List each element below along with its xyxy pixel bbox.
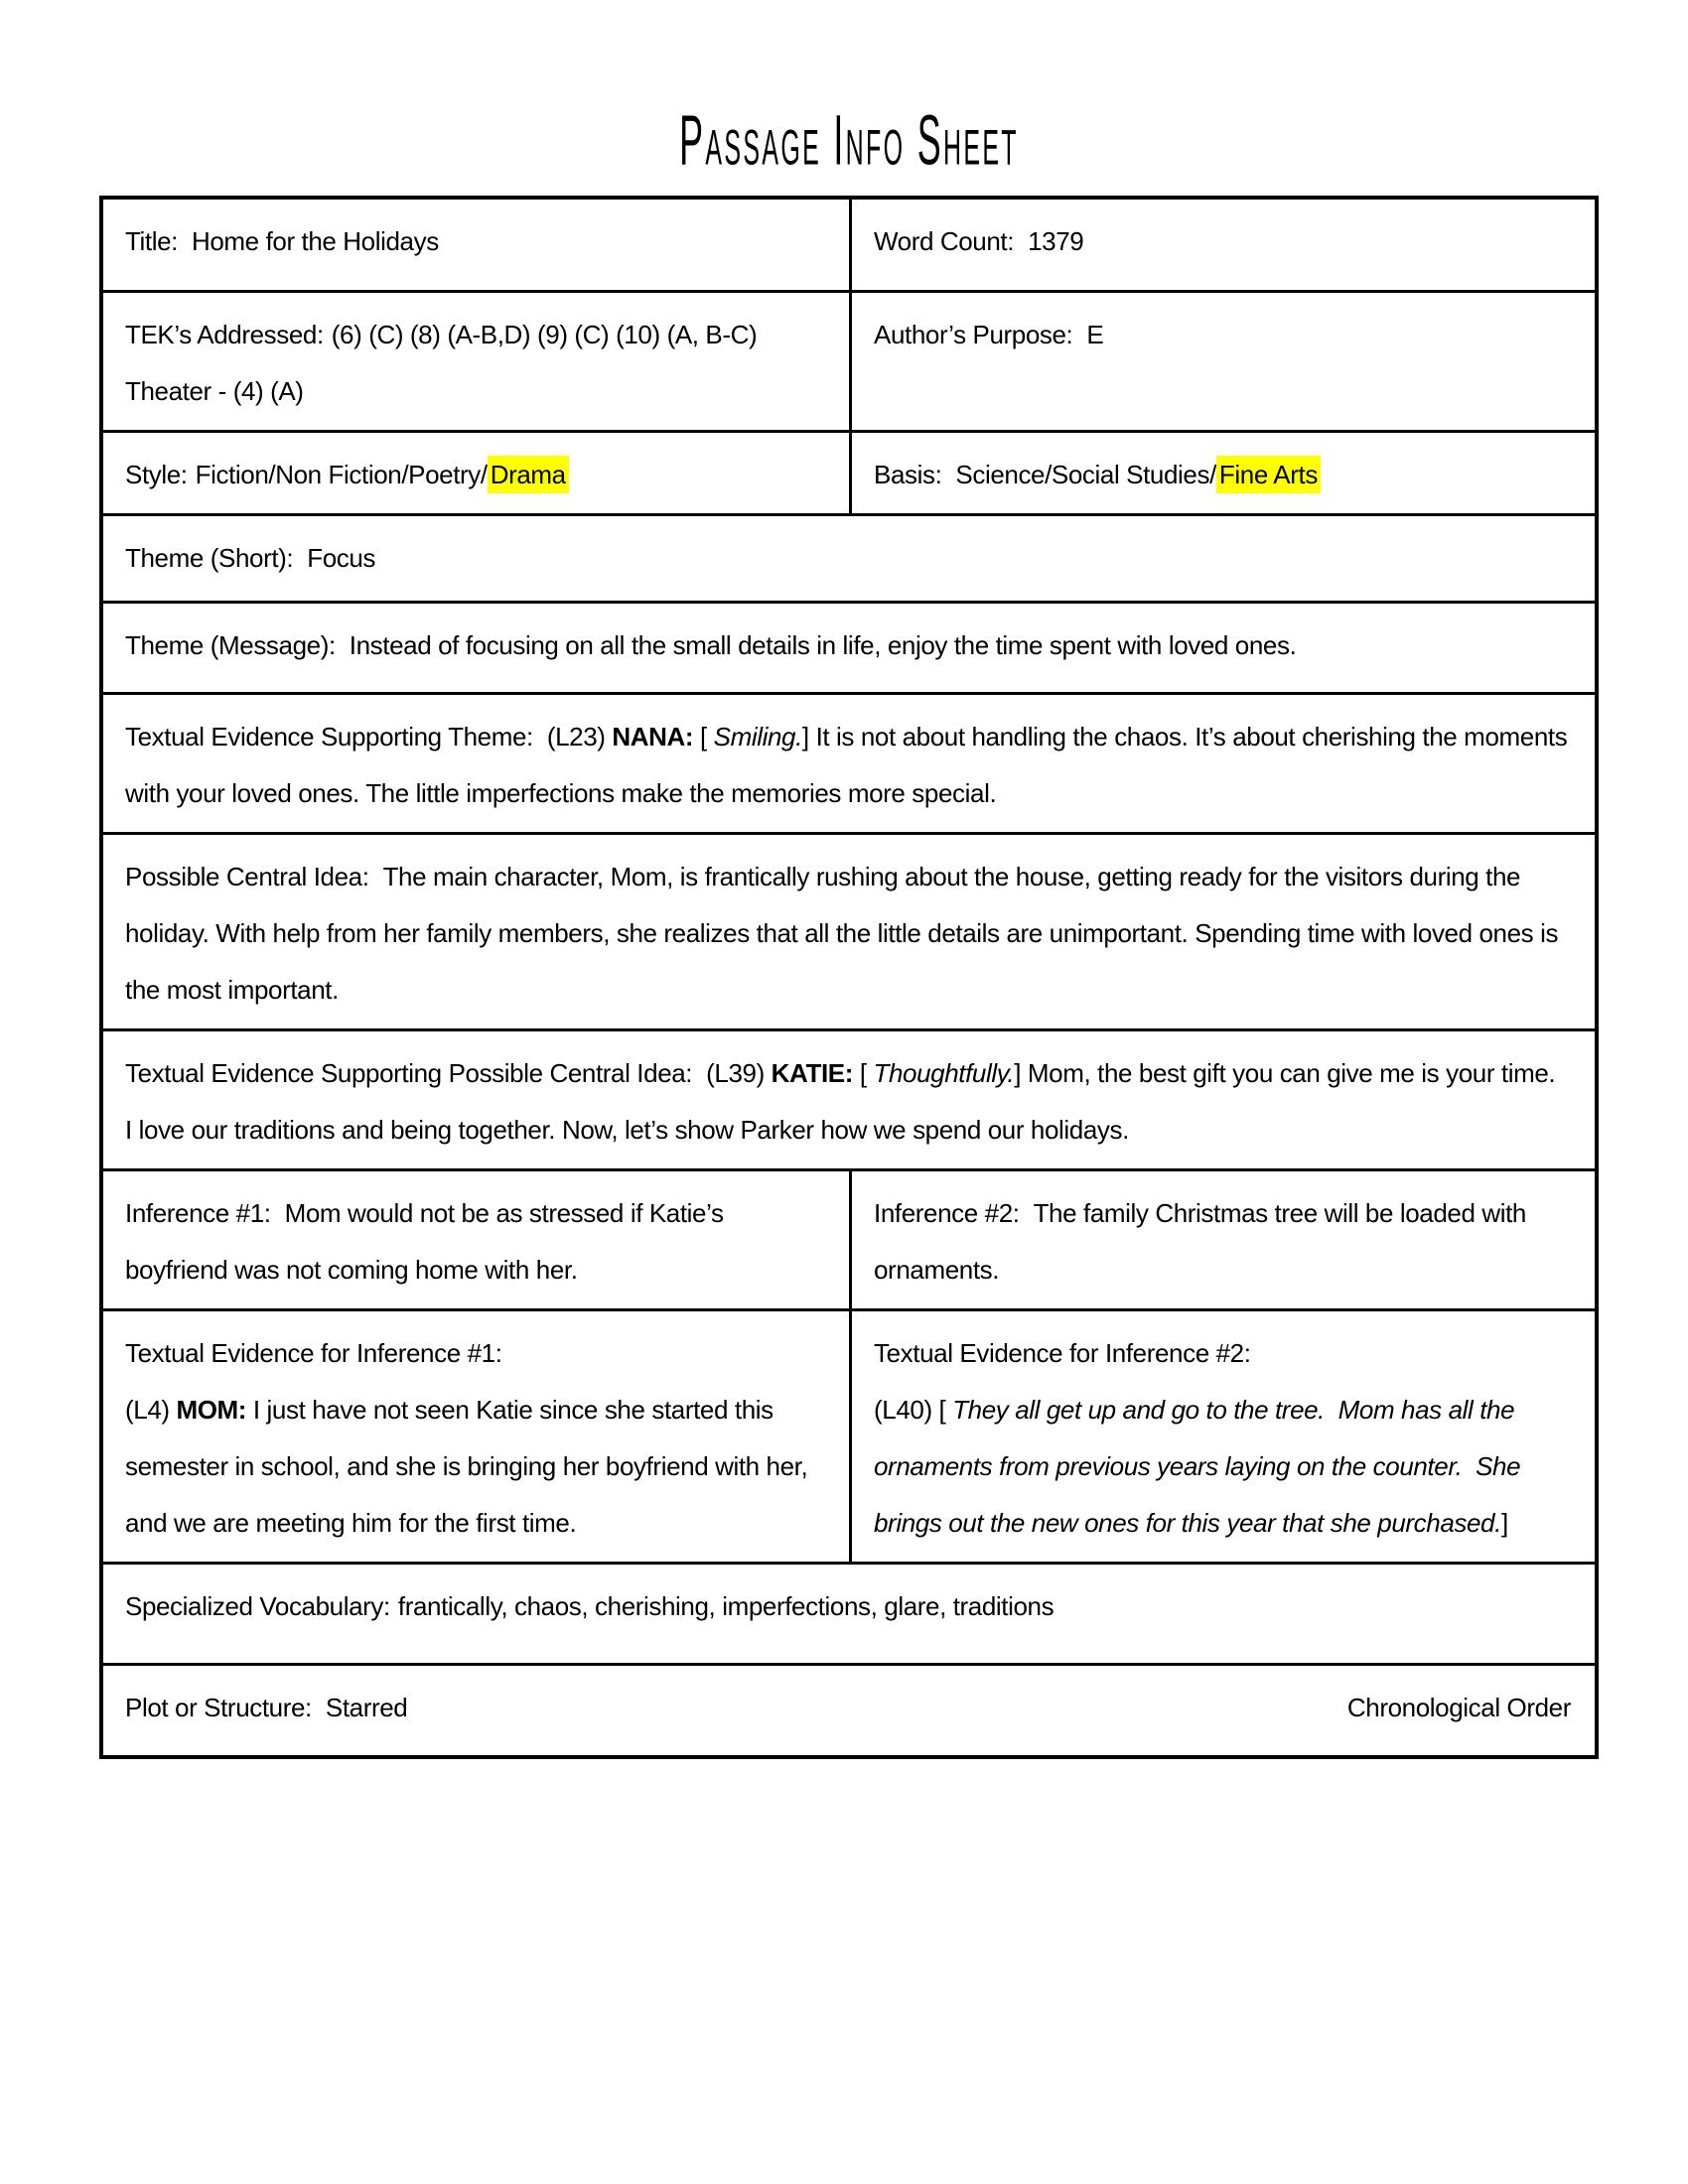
cell-evidence-theme	[103, 695, 1595, 832]
row-vocabulary	[103, 1562, 1595, 1663]
vocabulary-value: frantically, chaos, cherishing, imperfections, glare, traditions	[397, 1591, 1055, 1621]
cell-style	[103, 433, 849, 513]
cell-inference-1	[103, 1171, 849, 1308]
evidence-theme-text: It is not about handling the chaos. It’s about cherishing the moments with your loved ones. The little imperfections make the memories more special.	[125, 722, 1575, 808]
theme-message-value: Instead of focusing on all the small details in life, enjoy the time spent with loved ones.	[349, 630, 1297, 660]
title-value: Home for the Holidays	[191, 226, 439, 256]
theme-short-label: Theme (Short):	[125, 543, 294, 573]
cell-title	[103, 200, 849, 290]
row-theme-short	[103, 513, 1595, 601]
row-inferences	[103, 1168, 1595, 1308]
vocabulary-label: Specialized Vocabulary:	[125, 1591, 390, 1621]
basis-options: Science/Social Studies/	[955, 460, 1216, 489]
word-count-value: 1379	[1028, 226, 1084, 256]
basis-selected-highlight: Fine Arts	[1216, 456, 1321, 493]
teks-value: (6) (C) (8) (A-B,D) (9) (C) (10) (A, B-C)	[331, 320, 758, 349]
style-options: Fiction/Non Fiction/Poetry/	[195, 460, 488, 489]
central-idea-value: The main character, Mom, is frantically rushing about the house, getting ready for the visitors during the holiday. With help from her family members, she realizes that all the little details are unimportant. Spending time with loved ones is the most important.	[125, 862, 1565, 1005]
cell-evidence-inference-1	[103, 1311, 849, 1562]
cell-teks	[103, 293, 849, 430]
inference-2-label: Inference #2:	[874, 1198, 1020, 1228]
evidence-inference-1-speaker: MOM:	[176, 1395, 253, 1425]
evidence-central-idea-bracket-open: [	[859, 1058, 874, 1088]
cell-central-idea	[103, 835, 1595, 1028]
evidence-central-idea-text: Mom, the best gift you can give me is your time. I love our traditions and being together. Now, let’s show Parker how we spend our holidays.	[125, 1058, 1569, 1145]
authors-purpose-label: Author’s Purpose:	[874, 320, 1073, 349]
evidence-inference-2-label: Textual Evidence for Inference #2:	[874, 1338, 1251, 1368]
inference-1-value: Mom would not be as stressed if Katie’s boyfriend was not coming home with her.	[125, 1198, 731, 1285]
evidence-inference-2-line-ref: (L40)	[874, 1395, 939, 1425]
authors-purpose-value: E	[1086, 320, 1104, 349]
row-evidence-central-idea	[103, 1028, 1595, 1168]
evidence-inference-1-label: Textual Evidence for Inference #1:	[125, 1338, 502, 1368]
row-teks-purpose	[103, 290, 1595, 430]
theme-message-label: Theme (Message):	[125, 630, 336, 660]
basis-label: Basis:	[874, 460, 942, 489]
cell-plot-structure	[103, 1666, 1595, 1746]
cell-evidence-central-idea	[103, 1031, 1595, 1168]
row-title-wordcount	[103, 200, 1595, 290]
evidence-inference-1-text: I just have not seen Katie since she started this semester in school, and she is bringing her boyfriend with her, and we are meeting him for the first time.	[125, 1395, 815, 1538]
row-central-idea	[103, 832, 1595, 1028]
evidence-theme-speaker: NANA:	[612, 722, 700, 751]
evidence-inference-2-stage-direction: They all get up and go to the tree. Mom has all the ornaments from previous years laying on the counter. She brings out the new ones for this year that she purchased.	[874, 1395, 1527, 1538]
cell-vocabulary	[103, 1565, 1595, 1645]
cell-evidence-inference-2	[849, 1311, 1595, 1562]
cell-word-count	[849, 200, 1595, 290]
theme-short-value: Focus	[307, 543, 376, 573]
evidence-theme-label: Textual Evidence Supporting Theme:	[125, 722, 533, 751]
title-label: Title:	[125, 226, 178, 256]
evidence-theme-bracket-close: ]	[801, 722, 816, 751]
cell-theme-short	[103, 516, 1595, 597]
evidence-central-idea-label: Textual Evidence Supporting Possible Central Idea:	[125, 1058, 693, 1088]
evidence-central-idea-stage-direction: Thoughtfully.	[873, 1058, 1015, 1088]
cell-basis	[849, 433, 1595, 513]
evidence-inference-2-quote	[874, 1382, 1571, 1552]
cell-authors-purpose	[849, 293, 1595, 430]
evidence-central-idea-speaker: KATIE:	[771, 1058, 860, 1088]
evidence-inference-2-bracket-open: [	[938, 1395, 953, 1425]
cell-theme-message	[103, 604, 1595, 684]
evidence-central-idea-bracket-close: ]	[1014, 1058, 1028, 1088]
evidence-inference-2-bracket-close: ]	[1500, 1508, 1508, 1538]
passage-info-table	[99, 196, 1599, 1759]
evidence-theme-line-ref: (L23)	[546, 722, 613, 751]
teks-label: TEK’s Addressed:	[125, 320, 324, 349]
row-style-basis	[103, 430, 1595, 513]
inference-1-label: Inference #1:	[125, 1198, 271, 1228]
word-count-label: Word Count:	[874, 226, 1015, 256]
central-idea-label: Possible Central Idea:	[125, 862, 369, 891]
inference-2-value: The family Christmas tree will be loaded with ornaments.	[874, 1198, 1533, 1285]
evidence-theme-bracket-open: [	[699, 722, 714, 751]
evidence-central-idea-line-ref: (L39)	[706, 1058, 772, 1088]
plot-structure-left	[125, 1680, 407, 1736]
row-theme-message	[103, 601, 1595, 692]
plot-structure-value: Starred	[325, 1693, 408, 1722]
style-label: Style:	[125, 460, 188, 489]
style-selected-highlight: Drama	[488, 456, 569, 493]
row-plot-structure	[103, 1663, 1595, 1755]
row-evidence-inferences	[103, 1308, 1595, 1562]
evidence-inference-1-quote	[125, 1382, 825, 1552]
page-title: Passage Info Sheet	[679, 99, 1019, 181]
teks-value-line2: Theater - (4) (A)	[125, 376, 304, 406]
row-evidence-theme	[103, 692, 1595, 832]
evidence-theme-stage-direction: Smiling.	[713, 722, 802, 751]
plot-structure-label: Plot or Structure:	[125, 1693, 312, 1722]
evidence-inference-1-line-ref: (L4)	[125, 1395, 177, 1425]
plot-structure-order: Chronological Order	[1346, 1693, 1571, 1722]
cell-inference-2	[849, 1171, 1595, 1308]
teks-line1	[125, 307, 825, 363]
